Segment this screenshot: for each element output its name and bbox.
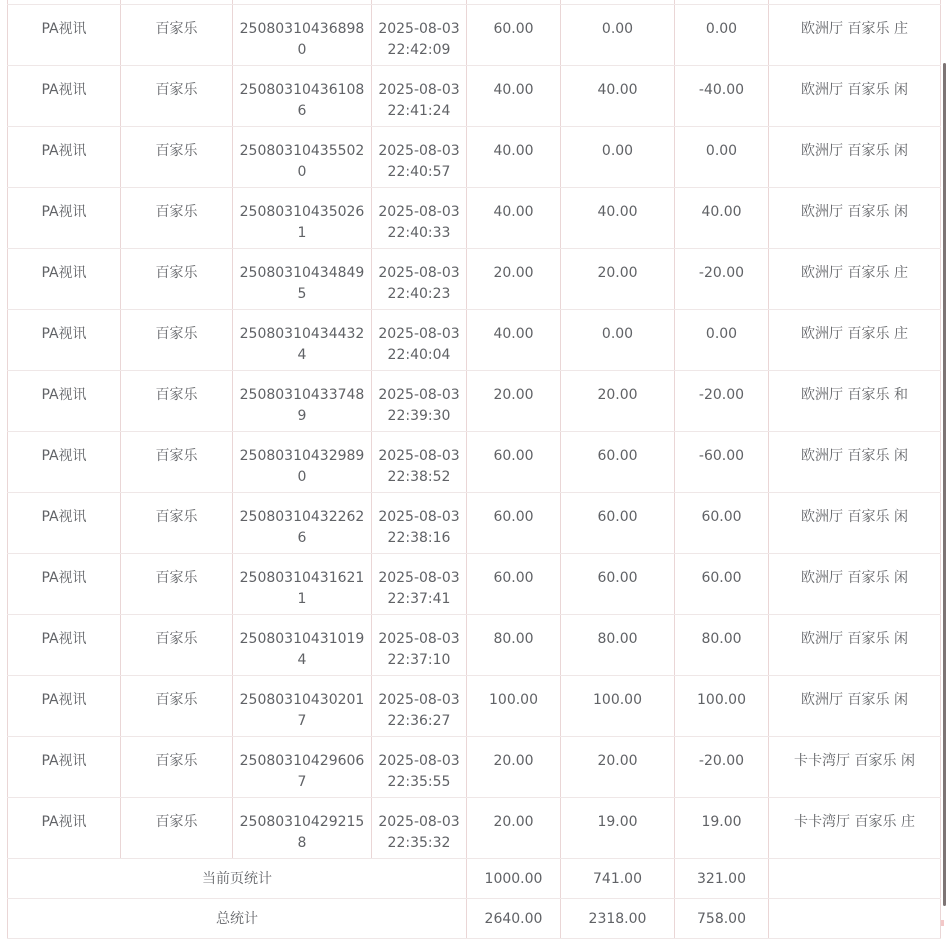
summary-empty (769, 899, 941, 939)
cell-bet-detail: 欧洲厅 百家乐 闲 (769, 676, 941, 737)
cell-platform: PA视讯 (8, 249, 121, 310)
cell-bet-time: 2025-08-03 22:40:33 (372, 188, 467, 249)
cell-order-number: 250803104316211 (233, 554, 372, 615)
cell-bet-amount: 80.00 (467, 615, 561, 676)
table-row (8, 310, 941, 371)
cell-win-loss: -40.00 (675, 66, 769, 127)
cell-bet-amount: 40.00 (467, 188, 561, 249)
summary-label: 当前页统计 (8, 859, 467, 899)
cell-order-number: 250803104348495 (233, 249, 372, 310)
cell-game-type: 百家乐 (121, 493, 233, 554)
cell-bet-time: 2025-08-03 22:42:09 (372, 5, 467, 66)
cell-bet-time: 2025-08-03 22:35:32 (372, 798, 467, 859)
summary-label: 总统计 (8, 899, 467, 939)
cell-bet-amount: 20.00 (467, 737, 561, 798)
cell-game-type: 百家乐 (121, 371, 233, 432)
cell-order-number: 250803104361086 (233, 66, 372, 127)
cell-platform: PA视讯 (8, 493, 121, 554)
table-row (8, 798, 941, 859)
cell-bet-time: 2025-08-03 22:39:30 (372, 371, 467, 432)
cell-platform: PA视讯 (8, 798, 121, 859)
cell-bet-detail: 欧洲厅 百家乐 庄 (769, 249, 941, 310)
cell-platform: PA视讯 (8, 615, 121, 676)
cell-win-loss: -60.00 (675, 432, 769, 493)
cell-valid-amount: 20.00 (561, 371, 675, 432)
summary-value: 2640.00 (467, 899, 561, 939)
cell-bet-time: 2025-08-03 22:38:16 (372, 493, 467, 554)
cell-game-type: 百家乐 (121, 127, 233, 188)
table-row (8, 615, 941, 676)
cell-bet-amount: 40.00 (467, 310, 561, 371)
cell-valid-amount: 80.00 (561, 615, 675, 676)
table-row (8, 5, 941, 66)
cell-bet-amount: 100.00 (467, 676, 561, 737)
summary-row (8, 899, 941, 939)
bet-records-table (7, 0, 941, 939)
table-row (8, 737, 941, 798)
summary-value: 1000.00 (467, 859, 561, 899)
cell-platform: PA视讯 (8, 127, 121, 188)
cell-bet-time: 2025-08-03 22:40:04 (372, 310, 467, 371)
cell-win-loss: 60.00 (675, 554, 769, 615)
cell-bet-amount: 20.00 (467, 371, 561, 432)
cell-bet-time: 2025-08-03 22:37:10 (372, 615, 467, 676)
cell-bet-detail: 欧洲厅 百家乐 庄 (769, 310, 941, 371)
vertical-scrollbar-thumb[interactable] (943, 63, 946, 906)
cell-win-loss: 0.00 (675, 5, 769, 66)
cell-valid-amount: 0.00 (561, 310, 675, 371)
summary-value: 2318.00 (561, 899, 675, 939)
cell-valid-amount: 19.00 (561, 798, 675, 859)
cell-game-type: 百家乐 (121, 737, 233, 798)
cell-bet-detail: 卡卡湾厅 百家乐 闲 (769, 737, 941, 798)
cell-platform: PA视讯 (8, 310, 121, 371)
cell-valid-amount: 20.00 (561, 249, 675, 310)
summary-row (8, 859, 941, 899)
table-row (8, 371, 941, 432)
summary-value: 741.00 (561, 859, 675, 899)
cell-order-number: 250803104292158 (233, 798, 372, 859)
cell-bet-detail: 欧洲厅 百家乐 闲 (769, 554, 941, 615)
cell-platform: PA视讯 (8, 66, 121, 127)
cell-game-type: 百家乐 (121, 554, 233, 615)
cell-bet-amount: 60.00 (467, 554, 561, 615)
cell-game-type: 百家乐 (121, 676, 233, 737)
cell-valid-amount: 60.00 (561, 432, 675, 493)
cell-bet-amount: 60.00 (467, 5, 561, 66)
cell-game-type: 百家乐 (121, 188, 233, 249)
cell-game-type: 百家乐 (121, 615, 233, 676)
cell-order-number: 250803104322626 (233, 493, 372, 554)
cell-game-type: 百家乐 (121, 310, 233, 371)
cell-win-loss: 80.00 (675, 615, 769, 676)
summary-value: 321.00 (675, 859, 769, 899)
summary-value: 758.00 (675, 899, 769, 939)
cell-bet-detail: 欧洲厅 百家乐 闲 (769, 66, 941, 127)
cell-game-type: 百家乐 (121, 432, 233, 493)
cell-win-loss: 100.00 (675, 676, 769, 737)
cell-game-type: 百家乐 (121, 798, 233, 859)
cell-valid-amount: 60.00 (561, 493, 675, 554)
cell-valid-amount: 100.00 (561, 676, 675, 737)
table-row (8, 66, 941, 127)
table-row (8, 554, 941, 615)
cell-order-number: 250803104296067 (233, 737, 372, 798)
cell-win-loss: 0.00 (675, 310, 769, 371)
cell-bet-time: 2025-08-03 22:40:57 (372, 127, 467, 188)
cell-platform: PA视讯 (8, 737, 121, 798)
cell-win-loss: 40.00 (675, 188, 769, 249)
cell-order-number: 250803104310194 (233, 615, 372, 676)
cell-game-type: 百家乐 (121, 66, 233, 127)
cell-bet-detail: 欧洲厅 百家乐 闲 (769, 493, 941, 554)
table-row (8, 127, 941, 188)
cell-bet-detail: 卡卡湾厅 百家乐 庄 (769, 798, 941, 859)
table-row (8, 493, 941, 554)
cell-win-loss: 19.00 (675, 798, 769, 859)
cell-valid-amount: 60.00 (561, 554, 675, 615)
cell-bet-time: 2025-08-03 22:38:52 (372, 432, 467, 493)
cell-bet-detail: 欧洲厅 百家乐 闲 (769, 127, 941, 188)
cell-bet-amount: 20.00 (467, 798, 561, 859)
cell-valid-amount: 20.00 (561, 737, 675, 798)
cell-order-number: 250803104329890 (233, 432, 372, 493)
cell-platform: PA视讯 (8, 676, 121, 737)
cell-order-number: 250803104368980 (233, 5, 372, 66)
cell-platform: PA视讯 (8, 554, 121, 615)
cell-bet-detail: 欧洲厅 百家乐 庄 (769, 5, 941, 66)
cell-order-number: 250803104350261 (233, 188, 372, 249)
cell-valid-amount: 0.00 (561, 127, 675, 188)
cell-order-number: 250803104302017 (233, 676, 372, 737)
cell-bet-detail: 欧洲厅 百家乐 闲 (769, 432, 941, 493)
cell-platform: PA视讯 (8, 5, 121, 66)
cell-win-loss: 0.00 (675, 127, 769, 188)
cell-bet-time: 2025-08-03 22:41:24 (372, 66, 467, 127)
summary-body (8, 859, 941, 939)
cell-bet-detail: 欧洲厅 百家乐 闲 (769, 615, 941, 676)
cell-bet-time: 2025-08-03 22:40:23 (372, 249, 467, 310)
cell-valid-amount: 0.00 (561, 5, 675, 66)
cell-win-loss: -20.00 (675, 249, 769, 310)
cell-order-number: 250803104337489 (233, 371, 372, 432)
cell-bet-amount: 20.00 (467, 249, 561, 310)
cell-valid-amount: 40.00 (561, 188, 675, 249)
cell-win-loss: -20.00 (675, 737, 769, 798)
cell-platform: PA视讯 (8, 188, 121, 249)
table-row (8, 249, 941, 310)
cell-bet-amount: 60.00 (467, 493, 561, 554)
cell-win-loss: 60.00 (675, 493, 769, 554)
cell-bet-amount: 40.00 (467, 66, 561, 127)
cell-platform: PA视讯 (8, 371, 121, 432)
table-row (8, 188, 941, 249)
cell-bet-detail: 欧洲厅 百家乐 闲 (769, 188, 941, 249)
cell-order-number: 250803104355020 (233, 127, 372, 188)
cell-win-loss: -20.00 (675, 371, 769, 432)
cell-bet-amount: 60.00 (467, 432, 561, 493)
records-body (8, 0, 941, 859)
scrollbar-corner-mark (941, 920, 944, 926)
cell-bet-time: 2025-08-03 22:36:27 (372, 676, 467, 737)
cell-bet-detail: 欧洲厅 百家乐 和 (769, 371, 941, 432)
cell-order-number: 250803104344324 (233, 310, 372, 371)
table-row (8, 676, 941, 737)
table-row (8, 432, 941, 493)
cell-bet-time: 2025-08-03 22:35:55 (372, 737, 467, 798)
cell-valid-amount: 40.00 (561, 66, 675, 127)
summary-empty (769, 859, 941, 899)
cell-bet-time: 2025-08-03 22:37:41 (372, 554, 467, 615)
cell-bet-amount: 40.00 (467, 127, 561, 188)
cell-game-type: 百家乐 (121, 5, 233, 66)
cell-platform: PA视讯 (8, 432, 121, 493)
cell-game-type: 百家乐 (121, 249, 233, 310)
